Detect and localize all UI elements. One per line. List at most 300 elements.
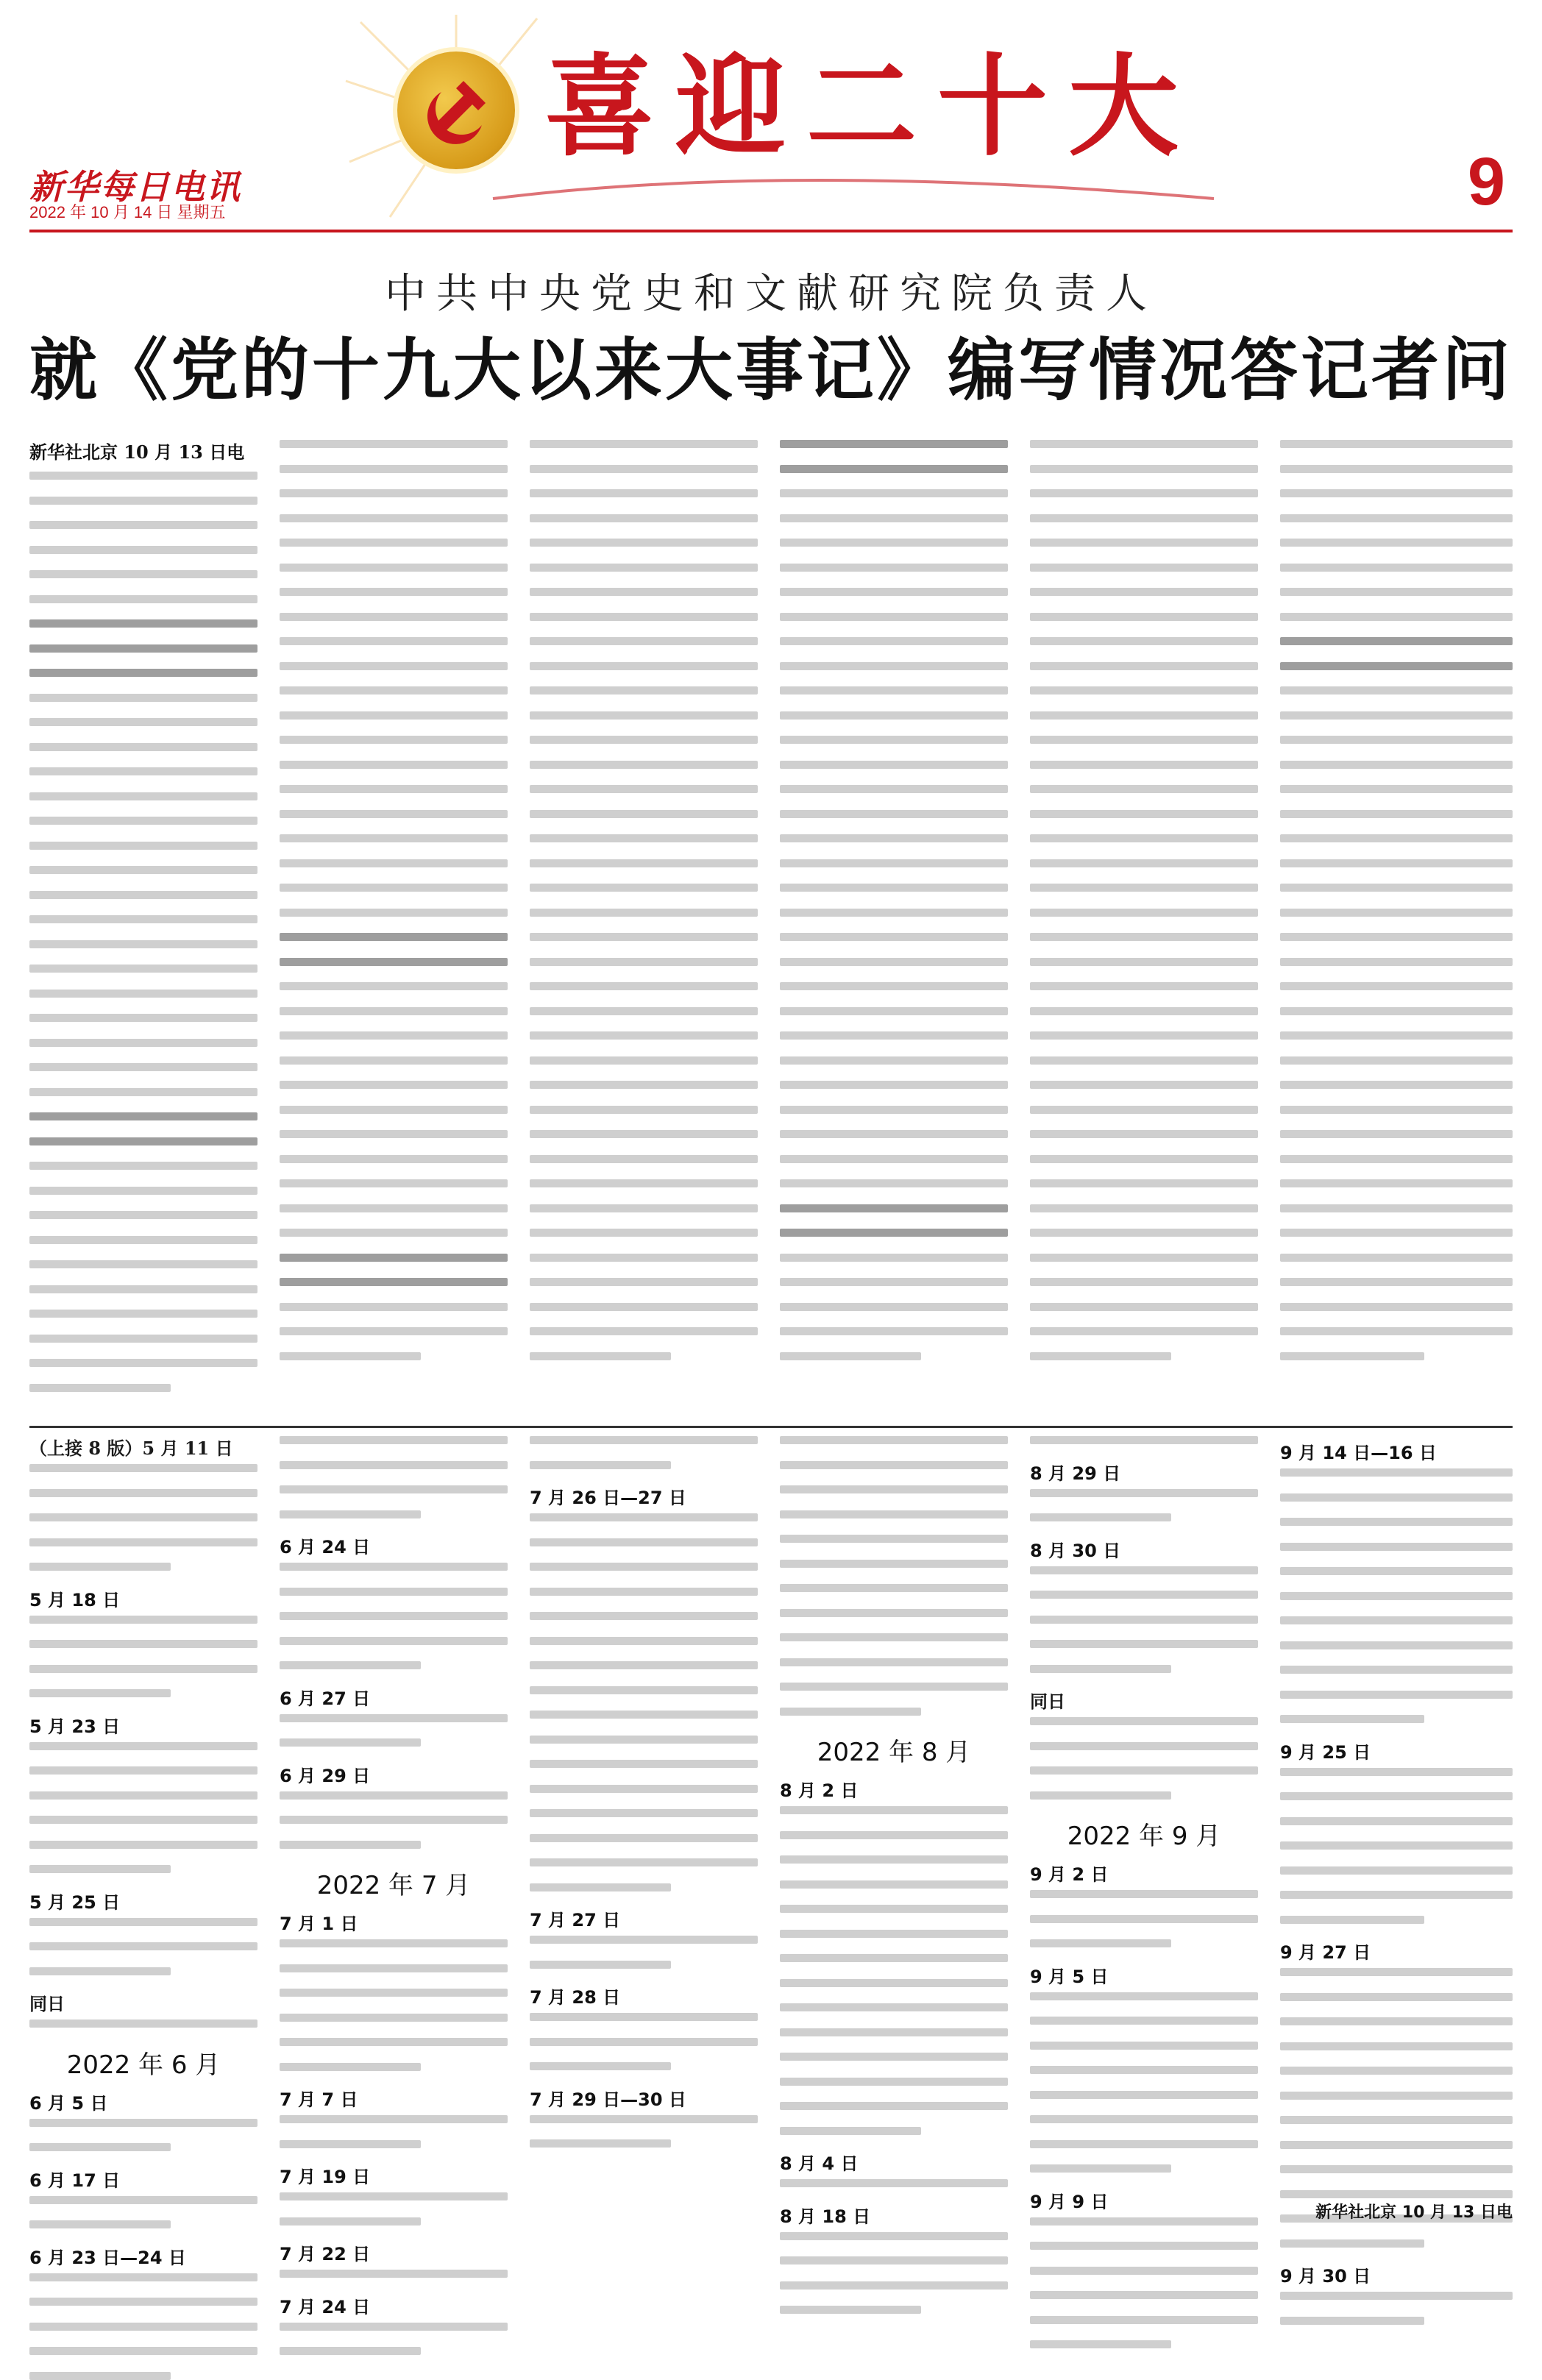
text-line-placeholder [1280,514,1513,522]
text-line-placeholder [280,909,508,917]
text-line-placeholder [530,1809,758,1817]
text-line-placeholder [780,1708,921,1716]
text-line-placeholder [530,1637,758,1645]
text-line-placeholder [1280,588,1513,596]
text-line-placeholder [780,1855,1008,1864]
placeholder-text [280,2115,508,2148]
text-line-placeholder [530,884,758,892]
text-line-placeholder [530,761,758,769]
placeholder-text [1280,2292,1513,2325]
text-line-placeholder [1280,1352,1424,1360]
text-line-placeholder [780,884,1008,892]
text-line-placeholder [780,1880,1008,1889]
text-line-placeholder [1030,1591,1258,1599]
text-line-placeholder [1280,440,1513,448]
text-line-placeholder [1030,1081,1258,1089]
entry-date: 9 月 2 日 [1030,1864,1109,1885]
text-line-placeholder [1030,489,1258,497]
entry-date: 9 月 5 日 [1030,1966,1109,1987]
entry-date: 8 月 2 日 [780,1780,859,1801]
entry-date: 9 月 14 日—16 日 [1280,1443,1437,1463]
text-line-placeholder [29,1766,257,1775]
placeholder-text [530,1513,758,1891]
text-line-placeholder [1280,2165,1513,2173]
text-line-placeholder [29,866,257,874]
text-line-placeholder [1030,1254,1258,1262]
text-line-placeholder [1280,1229,1513,1237]
text-line-placeholder [1030,637,1258,645]
text-line-placeholder [1280,465,1513,473]
text-line-placeholder [29,1310,257,1318]
article-headline: 就《党的十九大以来大事记》编写情况答记者问 [29,330,1513,410]
entry-date: 6 月 23 日—24 日 [29,2247,186,2268]
text-line-placeholder [280,1278,508,1286]
text-line-placeholder [780,909,1008,917]
text-line-placeholder [1030,2140,1258,2148]
text-line-placeholder [280,686,508,695]
text-line-placeholder [1030,1665,1171,1673]
text-line-placeholder [29,891,257,899]
text-line-placeholder [530,2013,758,2021]
text-line-placeholder [29,1640,257,1648]
text-line-placeholder [1280,1031,1513,1040]
text-line-placeholder [780,1278,1008,1286]
text-line-placeholder [530,1278,758,1286]
text-line-placeholder [1280,982,1513,990]
text-line-placeholder [29,965,257,973]
placeholder-text [29,2273,257,2380]
text-line-placeholder [280,2323,508,2331]
placeholder-text [1030,2217,1258,2349]
text-line-placeholder [530,1961,671,1969]
text-line-placeholder [780,1352,921,1360]
text-line-placeholder [280,1563,508,1571]
text-line-placeholder [29,2196,257,2204]
text-line-placeholder [29,546,257,554]
text-line-placeholder [280,982,508,990]
text-line-placeholder [280,884,508,892]
placeholder-text [780,440,1008,1360]
text-line-placeholder [280,2270,508,2278]
text-line-placeholder [29,1665,257,1673]
text-line-placeholder [1030,711,1258,720]
text-line-placeholder [29,1260,257,1268]
text-line-placeholder [780,1633,1008,1641]
text-line-placeholder [1280,736,1513,744]
text-line-placeholder [280,736,508,744]
text-line-placeholder [1030,1992,1258,2000]
text-line-placeholder [780,662,1008,670]
text-line-placeholder [29,1014,257,1022]
text-line-placeholder [29,2323,257,2331]
text-line-placeholder [29,1187,257,1195]
entry-date: 7 月 24 日 [280,2296,371,2317]
text-line-placeholder [280,1229,508,1237]
text-line-placeholder [280,2140,421,2148]
text-line-placeholder [29,1918,257,1926]
article-column-1 [29,440,257,1411]
text-line-placeholder [29,1384,171,1392]
text-line-placeholder [29,1942,257,1950]
placeholder-text [780,2179,1008,2187]
text-line-placeholder [280,1130,508,1138]
text-line-placeholder [280,465,508,473]
text-line-placeholder [1030,785,1258,793]
text-line-placeholder [530,1686,758,1694]
text-line-placeholder [780,2028,1008,2036]
text-line-placeholder [1030,2316,1258,2324]
text-line-placeholder [29,915,257,923]
text-line-placeholder [280,785,508,793]
text-line-placeholder [29,1211,257,1219]
text-line-placeholder [1030,539,1258,547]
chronology-column-2 [280,1436,508,2317]
text-line-placeholder [780,564,1008,572]
text-line-placeholder [780,1560,1008,1568]
text-line-placeholder [1030,1155,1258,1163]
text-line-placeholder [1280,489,1513,497]
text-line-placeholder [280,2014,508,2022]
entry-date: 5 月 18 日 [29,1589,121,1610]
text-line-placeholder [1280,1817,1513,1825]
text-line-placeholder [780,1155,1008,1163]
placeholder-text [29,2119,257,2152]
text-line-placeholder [1280,2017,1513,2025]
text-line-placeholder [1280,1493,1513,1502]
text-line-placeholder [29,1464,257,1472]
text-line-placeholder [1030,1640,1258,1648]
text-line-placeholder [780,1510,1008,1518]
text-line-placeholder [530,736,758,744]
text-line-placeholder [1030,1436,1258,1444]
entry-date: 7 月 1 日 [280,1914,358,1934]
text-line-placeholder [780,1081,1008,1089]
text-line-placeholder [29,1039,257,1047]
placeholder-text [280,440,508,1360]
text-line-placeholder [1030,1717,1258,1725]
text-line-placeholder [1030,1489,1258,1497]
text-line-placeholder [1280,1592,1513,1600]
text-line-placeholder [1030,2042,1258,2050]
text-line-placeholder [280,1714,508,1722]
text-line-placeholder [29,1538,257,1546]
text-line-placeholder [780,2003,1008,2011]
entry-date: 8 月 18 日 [780,2206,871,2227]
text-line-placeholder [530,1588,758,1596]
text-line-placeholder [780,1229,1008,1237]
text-line-placeholder [530,1106,758,1114]
page-number: 9 [1467,144,1505,219]
text-line-placeholder [280,1254,508,1262]
text-line-placeholder [1280,884,1513,892]
masthead-divider [29,230,1513,232]
text-line-placeholder [1030,1890,1258,1898]
text-line-placeholder [1280,933,1513,941]
text-line-placeholder [530,1229,758,1237]
text-line-placeholder [1280,539,1513,547]
text-line-placeholder [1030,2340,1171,2348]
text-line-placeholder [530,1834,758,1842]
text-line-placeholder [1280,1567,1513,1575]
text-line-placeholder [29,1816,257,1824]
text-line-placeholder [780,982,1008,990]
text-line-placeholder [530,711,758,720]
chronology-column-3 [530,1436,758,2223]
article-column-3 [530,440,758,1411]
text-line-placeholder [280,1989,508,1997]
text-line-placeholder [1030,1915,1258,1923]
text-line-placeholder [530,1538,758,1546]
text-line-placeholder [29,1335,257,1343]
text-line-placeholder [1280,2042,1513,2050]
text-line-placeholder [530,1612,758,1620]
text-line-placeholder [29,595,257,603]
text-line-placeholder [280,1204,508,1212]
text-line-placeholder [1030,2091,1258,2099]
placeholder-text [1280,1468,1513,1723]
text-line-placeholder [1030,884,1258,892]
text-line-placeholder [1030,1616,1258,1624]
text-line-placeholder [280,958,508,966]
text-line-placeholder [780,761,1008,769]
placeholder-text [280,1714,508,1747]
text-line-placeholder [280,1791,508,1800]
text-line-placeholder [530,1031,758,1040]
placeholder-text [280,1563,508,1669]
entry-date: 7 月 22 日 [280,2244,371,2264]
text-line-placeholder [29,2347,257,2355]
text-line-placeholder [29,767,257,775]
month-heading: 2022 年 8 月 [817,1738,971,1767]
placeholder-text [280,2270,508,2278]
text-line-placeholder [1030,1179,1258,1187]
text-line-placeholder [780,489,1008,497]
text-line-placeholder [29,1359,257,1367]
text-line-placeholder [29,2020,257,2028]
entry-date: 同日 [1030,1691,1065,1712]
text-line-placeholder [29,1563,171,1571]
text-line-placeholder [530,514,758,522]
text-line-placeholder [780,859,1008,867]
text-line-placeholder [530,613,758,621]
text-line-placeholder [530,785,758,793]
text-line-placeholder [530,1785,758,1793]
text-line-placeholder [780,1007,1008,1015]
text-line-placeholder [530,1461,671,1469]
text-line-placeholder [29,2298,257,2306]
text-line-placeholder [29,1513,257,1521]
text-line-placeholder [280,1436,508,1444]
text-line-placeholder [280,1637,508,1645]
text-line-placeholder [29,2273,257,2281]
article-column-4 [780,440,1008,1411]
text-line-placeholder [530,1056,758,1065]
text-line-placeholder [1280,686,1513,695]
chronology-column-4 [780,1436,1008,2227]
text-line-placeholder [280,1816,508,1824]
placeholder-text [530,2115,758,2148]
text-line-placeholder [280,1031,508,1040]
text-line-placeholder [1280,1518,1513,1526]
text-line-placeholder [780,958,1008,966]
placeholder-text [29,2020,257,2028]
section-divider [29,1426,1513,1428]
text-line-placeholder [1280,613,1513,621]
text-line-placeholder [1030,514,1258,522]
text-line-placeholder [1280,1204,1513,1212]
text-line-placeholder [780,1979,1008,1987]
text-line-placeholder [1030,1939,1171,1947]
text-line-placeholder [1030,982,1258,990]
newspaper-brand-logo: 新华每日电讯 [29,167,241,207]
text-line-placeholder [29,792,257,800]
text-line-placeholder [29,1285,257,1293]
text-line-placeholder [1030,662,1258,670]
text-line-placeholder [280,2347,421,2355]
text-line-placeholder [780,1905,1008,1913]
entry-date: 9 月 27 日 [1280,1942,1371,1963]
entry-date: 7 月 29 日—30 日 [530,2089,686,2110]
text-line-placeholder [530,1736,758,1744]
text-line-placeholder [1280,810,1513,818]
entry-date: 同日 [29,1994,65,2014]
entry-date: 7 月 28 日 [530,1987,621,2008]
entry-date: 9 月 25 日 [1280,1741,1371,1763]
placeholder-text [280,1939,508,2071]
text-line-placeholder [280,539,508,547]
text-line-placeholder [780,736,1008,744]
text-line-placeholder [29,694,257,702]
text-line-placeholder [530,1513,758,1521]
text-line-placeholder [530,1081,758,1089]
text-line-placeholder [1030,564,1258,572]
text-line-placeholder [280,2115,508,2123]
text-line-placeholder [530,1254,758,1262]
text-line-placeholder [530,958,758,966]
text-line-placeholder [780,2281,1008,2290]
placeholder-text [29,1918,257,1975]
text-line-placeholder [1280,1081,1513,1089]
text-line-placeholder [29,644,257,653]
text-line-placeholder [780,834,1008,842]
text-line-placeholder [530,1760,758,1768]
text-line-placeholder [780,539,1008,547]
text-line-placeholder [1280,1866,1513,1875]
text-line-placeholder [530,1936,758,1944]
text-line-placeholder [1280,1891,1513,1899]
text-line-placeholder [530,2038,758,2046]
placeholder-text [1030,440,1258,1360]
chronology-column-5 [1030,1436,1258,2223]
entry-date: 7 月 19 日 [280,2167,371,2187]
placeholder-text [280,2323,508,2356]
text-line-placeholder [280,711,508,720]
text-line-placeholder [280,588,508,596]
month-heading: 2022 年 7 月 [316,1871,471,1900]
text-line-placeholder [1030,613,1258,621]
text-line-placeholder [1030,686,1258,695]
text-line-placeholder [29,619,257,628]
text-line-placeholder [1030,2291,1258,2299]
placeholder-text [1030,1436,1258,1444]
text-line-placeholder [1030,1229,1258,1237]
text-line-placeholder [29,521,257,529]
text-line-placeholder [530,1436,758,1444]
text-line-placeholder [530,1204,758,1212]
text-line-placeholder [1280,2116,1513,2124]
text-line-placeholder [1280,564,1513,572]
text-line-placeholder [780,1831,1008,1839]
text-line-placeholder [530,2115,758,2123]
placeholder-text [29,2196,257,2229]
text-line-placeholder [780,1436,1008,1444]
text-line-placeholder [1030,2066,1258,2074]
placeholder-text [29,472,257,1392]
text-line-placeholder [280,637,508,645]
text-line-placeholder [1280,1641,1513,1649]
text-line-placeholder [530,1352,671,1360]
text-line-placeholder [1030,810,1258,818]
text-line-placeholder [280,1352,421,1360]
text-line-placeholder [29,1791,257,1800]
text-line-placeholder [780,2232,1008,2240]
text-line-placeholder [1280,637,1513,645]
text-line-placeholder [1280,2292,1513,2300]
text-line-placeholder [280,1510,421,1518]
text-line-placeholder [1280,1715,1424,1723]
text-line-placeholder [280,1106,508,1114]
text-line-placeholder [1030,859,1258,867]
placeholder-text [530,2013,758,2070]
text-line-placeholder [280,564,508,572]
text-line-placeholder [29,817,257,825]
placeholder-text [1030,1566,1258,1673]
text-line-placeholder [29,743,257,751]
placeholder-text [780,1436,1008,1716]
text-line-placeholder [280,933,508,941]
placeholder-text [530,1936,758,1969]
text-line-placeholder [1030,1130,1258,1138]
placeholder-text [29,1616,257,1698]
text-line-placeholder [780,2127,921,2135]
text-line-placeholder [1280,1056,1513,1065]
masthead [0,0,1542,243]
chronology-column-1 [29,1436,257,2268]
text-line-placeholder [29,2372,171,2380]
text-line-placeholder [780,711,1008,720]
text-line-placeholder [280,2063,421,2071]
text-line-placeholder [1280,1916,1424,1924]
text-line-placeholder [780,2102,1008,2110]
text-line-placeholder [530,933,758,941]
article-column-5 [1030,440,1258,1411]
text-line-placeholder [1280,1007,1513,1015]
text-line-placeholder [1030,909,1258,917]
text-line-placeholder [1030,1204,1258,1212]
text-line-placeholder [1280,2239,1424,2248]
placeholder-text [1030,1992,1258,2173]
text-line-placeholder [780,1584,1008,1592]
text-line-placeholder [530,2139,671,2148]
text-line-placeholder [1030,2267,1258,2275]
text-line-placeholder [530,810,758,818]
text-line-placeholder [530,489,758,497]
text-line-placeholder [780,1658,1008,1666]
text-line-placeholder [530,859,758,867]
text-line-placeholder [280,2038,508,2046]
text-line-placeholder [1280,1841,1513,1850]
text-line-placeholder [1030,440,1258,448]
